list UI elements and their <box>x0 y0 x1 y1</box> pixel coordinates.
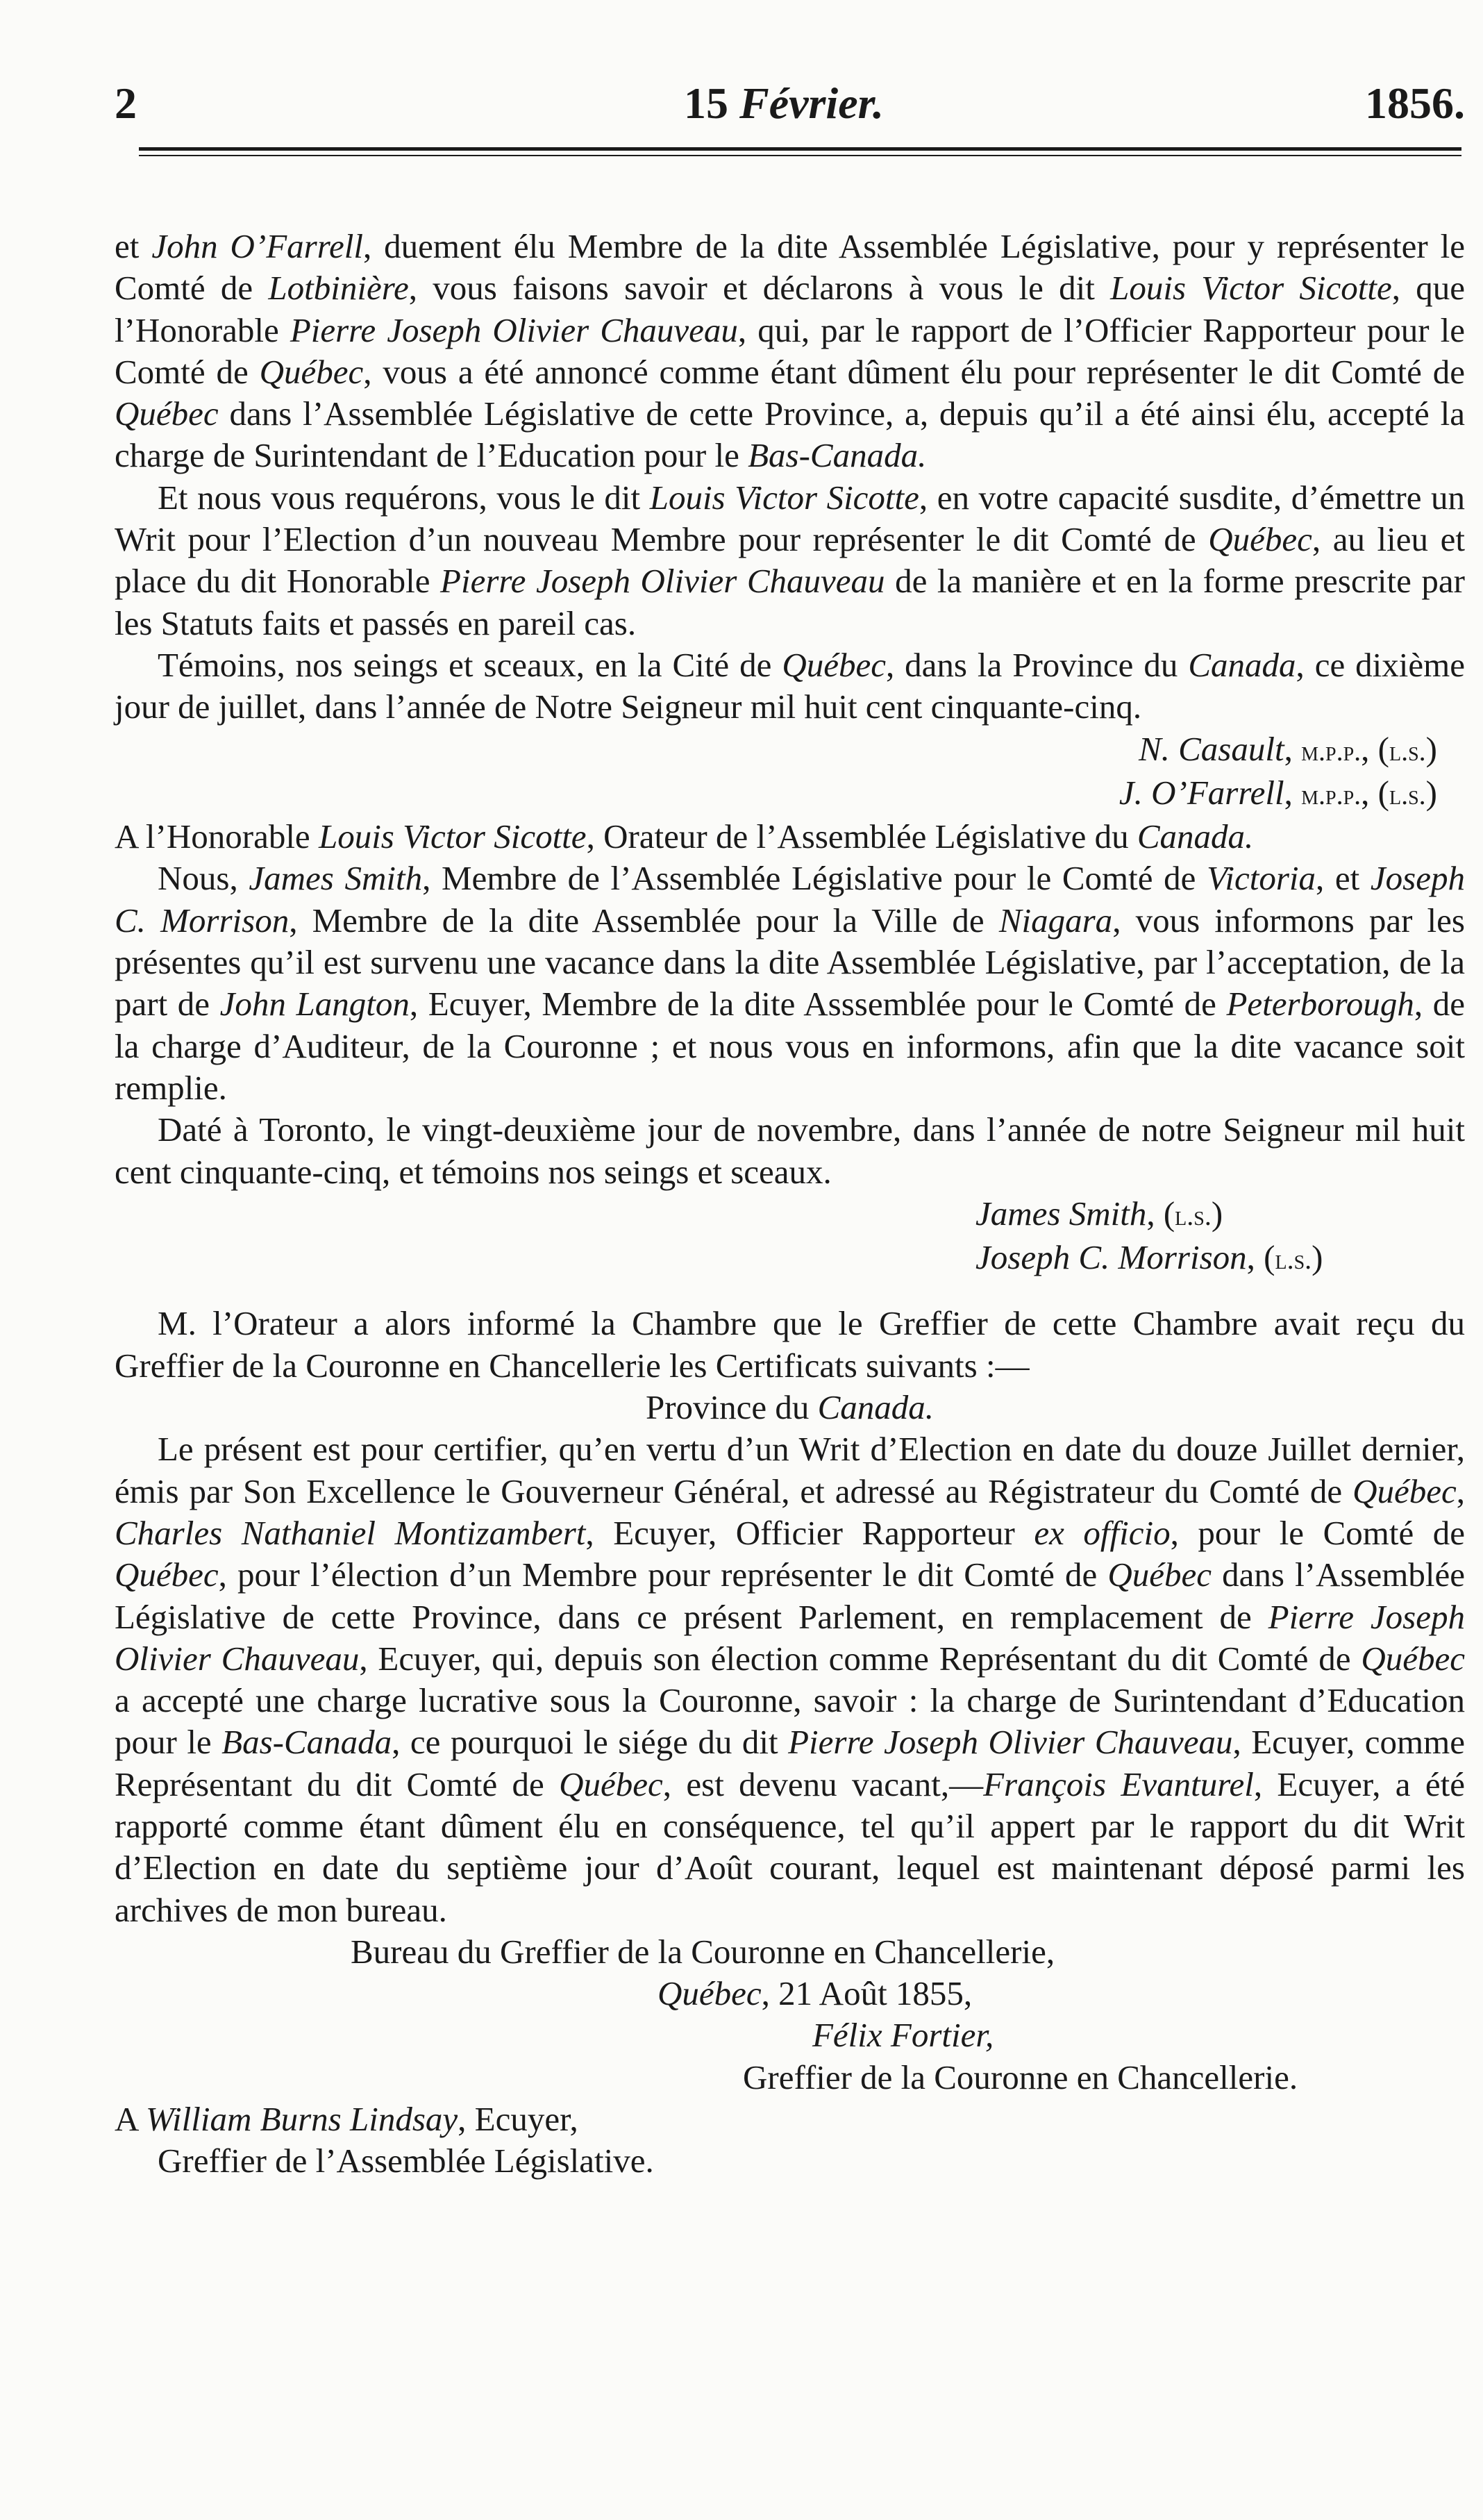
paragraph-3: Témoins, nos seings et sceaux, en la Cité de Québec, dans la Province du Canada, ce dixième jour de juillet, dans l’année de Notre Seigneur mil huit cent cinquante-cinq. <box>115 645 1466 726</box>
signature-block-1 <box>115 728 1465 817</box>
header-rule-thin <box>139 155 1461 156</box>
page-header <box>115 78 1465 133</box>
header-rule-thick <box>139 147 1461 151</box>
signature-ofarrell: J. O’Farrell, m.p.p., (l.s.) <box>1118 773 1437 812</box>
paragraph-5: Daté à Toronto, le vingt-deuxième jour de novembre, dans l’année de notre Seigneur mil huit cent cinquante-cinq, et témoins nos seings et sceaux. <box>115 1110 1465 1191</box>
signature-morrison: Joseph C. Morrison, (l.s.) <box>975 1238 1323 1277</box>
paragraph-7: Le présent est pour certifier, qu’en vertu d’un Writ d’Election en date du douze Juillet dernier, émis par Son Excellence le Gouverneur Général, et adressé au Régistrateur du Comté de Québec, Charles Nathaniel Montizambert, Ecuyer, Officier Rapporteur ex officio, pour le Comté de Québec, pour l’élection d’un Membre pour représenter le dit Comté de Québec dans l’Assemblée Législative de cette Province, dans ce présent Parlement, en remplacement de Pierre Joseph Olivier Chauveau, Ecuyer, qui, depuis son élection comme Représentant du dit Comté de Québec a accepté une charge lucrative sous la Couronne, savoir : la charge de Surintendant d’Education pour le Bas-Canada, ce pourquoi le siége du dit Pierre Joseph Olivier Chauveau, Ecuyer, comme Représentant du dit Comté de Québec, est devenu vacant,—François Evanturel, Ecuyer, a été rapporté comme étant dûment élu en conséquence, tel qu’il appert par le rapport du dit Writ d’Election en date du septième jour d’Août courant, lequel est maintenant déposé parmi les archives de mon bureau. <box>115 1430 1465 1929</box>
signature-block-2 <box>115 1193 1465 1281</box>
province-heading: Province du Canada. <box>645 1388 935 1427</box>
closing-signer: Félix Fortier, <box>812 2016 994 2055</box>
header-year: 1856. <box>1365 78 1465 128</box>
paragraph-4: Nous, James Smith, Membre de l’Assemblée Législative pour le Comté de Victoria, et Joseph C. Morrison, Membre de la dite Assemblée pour la Ville de Niagara, vous informons par les présentes qu’il est survenu une vacance dans la dite Assemblée Législative, par l’acceptation, de la part de John Langton, Ecuyer, Membre de la dite Asssemblée pour le Comté de Peterborough, de la charge d’Auditeur, de la Couronne ; et nous vous en informons, afin que la dite vacance soit remplie. <box>115 859 1465 1107</box>
paragraph-1: et John O’Farrell, duement élu Membre de la dite Assemblée Législative, pour y représenter le Comté de Lotbinière, vous faisons savoir et déclarons à vous le dit Louis Victor Sicotte, que l’Honorable Pierre Joseph Olivier Chauveau, qui, par le rapport de l’Officier Rapporteur pour le Comté de Québec, vous a été annoncé comme étant dûment élu pour représenter le dit Comté de Québec dans l’Assemblée Législative de cette Province, a, depuis qu’il a été ainsi élu, accepté la charge de Surintendant de l’Education pour le Bas-Canada. <box>115 227 1465 475</box>
closing-signer-title: Greffier de la Couronne en Chancellerie. <box>743 2058 1298 2096</box>
page-number: 2 <box>115 78 137 128</box>
address-lindsay-name: A William Burns Lindsay, Ecuyer, <box>115 2100 578 2139</box>
signature-casault: N. Casault, m.p.p., (l.s.) <box>1138 729 1437 768</box>
closing-block <box>115 1931 1465 2098</box>
document-body <box>115 226 1465 2183</box>
closing-place-date: Québec, 21 Août 1855, <box>657 1974 973 2013</box>
closing-office: Bureau du Greffier de la Couronne en Chancellerie, <box>351 1932 1055 1971</box>
header-date: 15 Février. <box>684 78 884 128</box>
paragraph-6: M. l’Orateur a alors informé la Chambre que le Greffier de cette Chambre avait reçu du Greffier de la Couronne en Chancellerie les Certificats suivants :— <box>115 1304 1465 1385</box>
address-lindsay <box>115 2098 1465 2183</box>
signature-smith: James Smith, (l.s.) <box>975 1194 1223 1233</box>
address-sicotte: A l’Honorable Louis Victor Sicotte, Orateur de l’Assemblée Législative du Canada. <box>115 817 1254 856</box>
paragraph-2: Et nous vous requérons, vous le dit Louis Victor Sicotte, en votre capacité susdite, d’émettre un Writ pour l’Election d’un nouveau Membre pour représenter le dit Comté de Québec, au lieu et place du dit Honorable Pierre Joseph Olivier Chauveau de la manière et en la forme prescrite par les Statuts faits et passés en pareil cas. <box>115 478 1465 642</box>
address-lindsay-title: Greffier de l’Assemblée Législative. <box>158 2142 654 2180</box>
